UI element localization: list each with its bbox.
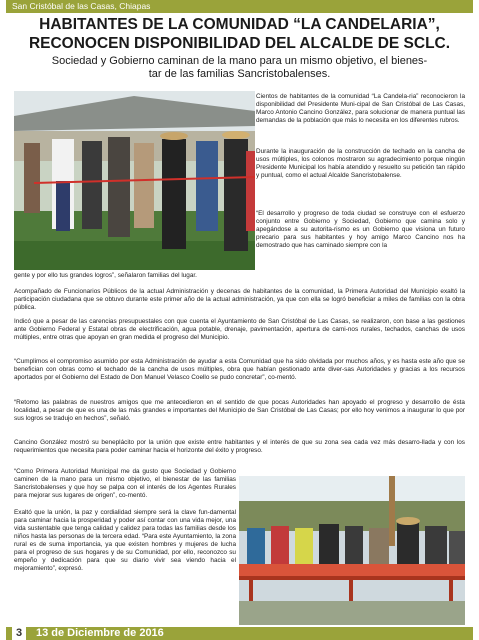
paragraph-2: Durante la inauguración de la construcción de techado en la cancha de usos múltiples, los colonos mostraron su agradecimiento porque ningún Presidente Municipal los había atendido y resuelto su petición tan rápido y puntual, como el actual Alcalde Sancristobalense. bbox=[256, 148, 465, 179]
issue-date: 13 de Diciembre de 2016 bbox=[36, 627, 164, 639]
paragraph-1: Cientos de habitantes de la comunidad “La Candela-ria” reconocieron la disponibilidad del Presidente Muni-cipal de San Cristóbal de Las Casas, Marco Antonio Cancino González, para solucionar de manera puntual las demandas de la población que más lo necesita en los diferentes rubros. bbox=[256, 93, 465, 124]
subtitle-line-1: Sociedad y Gobierno caminan de la mano para un mismo objetivo, el bienes- bbox=[51, 55, 428, 67]
page-number: 3 bbox=[12, 627, 26, 640]
paragraph-3b: gente y por ello tus grandes logros”, señalaron familias del lugar. bbox=[14, 272, 197, 279]
title-line-2: RECONOCEN DISPONIBILIDAD DEL ALCALDE DE SCLC. bbox=[28, 35, 451, 52]
paragraph-8: Cancino González mostró su beneplácito por la unión que existe entre habitantes y el interés de que su zona sea cada vez más desarro-llada y con los requerimientos que necesita para poder caminar hacia el horizonte del éxito y progreso. bbox=[14, 439, 465, 454]
article-subtitle bbox=[14, 55, 465, 81]
ribbon-cutting-photo bbox=[14, 91, 255, 270]
paragraph-10: Exaltó que la unión, la paz y cordialidad siempre será la clave fun-damental para caminar hacia la prosperidad y poder así contar con una vida mejor, una vida sustentable que tenga calidad y calidez para todas las familias desde los niños hasta las personas de la tercera edad. “Para este Ayuntamiento, la zona rural es de suma importancia, ya que existen hombres y mujeres de lucha para el progreso de sus hogares y de su Comunidad, por ello, reconozco su empeño y dedicación para que su diario vivir sea viendo hacia el mejoramiento”, expresó. bbox=[14, 509, 236, 572]
title-line-1: HABITANTES DE LA COMUNIDAD “LA CANDELARIA”, bbox=[39, 16, 440, 33]
paragraph-7: “Retomo las palabras de nuestros amigos que me antecedieron en el sentido de que pocas Autoridades han apoyado el progreso y desarrollo de ésta localidad, a pesar de que es una de las más grandes e importantes del Municipio de San Cristóbal de Las Casas; por ello hoy venimos a inaugurar lo que por sus logros se tradujo en hechos”, señaló. bbox=[14, 399, 465, 422]
paragraph-3a: “El desarrollo y progreso de toda ciudad se construye con el esfuerzo conjunto entre Gobierno y Sociedad, Gobierno que camina solo y apegándose a su autorita-rismo es un Gobierno que visiona un futuro precario para sus habitantes y hoy amigo Marco Cancino nos ha demostrado que has caminado siempre con la bbox=[256, 210, 465, 249]
article-title bbox=[6, 15, 473, 53]
paragraph-4: Acompañado de Funcionarios Públicos de la actual Administración y decenas de habitantes de la comunidad, la Primera Autoridad del Municipio exaltó la participación ciudadana que se obtuvo durante este primer año de la actual administración, ya que con ella se logró beneficiar a miles de familias con la obra pública. bbox=[14, 288, 465, 311]
location-header-bar bbox=[6, 0, 473, 13]
subtitle-line-2: tar de las familias Sancristobalenses. bbox=[148, 68, 331, 80]
paragraph-9: “Como Primera Autoridad Municipal me da gusto que Sociedad y Gobierno caminen de la mano para un mismo objetivo, el bienestar de las familias Sancristobalenses y que hoy se palpa con el interés de los Agentes Rurales para mejorar sus lugares de origen”, co-mentó. bbox=[14, 468, 236, 499]
location-label: San Cristóbal de las Casas, Chiapas bbox=[12, 1, 151, 11]
paragraph-6: “Cumplimos el compromiso asumido por esta Administración de ayudar a esta Comunidad que ha sido olvidada por muchos años, y es hasta este año que se benefician con obras como el techado de la cancha de usos múltiples, obra que habían gestionado ante diver-sas Autoridades y gracias a los recursos aportados por el Gobierno del Estado de Don Manuel Velasco Coello se pudo concretar”, co-mentó. bbox=[14, 358, 465, 381]
paragraph-5: Indicó que a pesar de las carencias presupuestales con que cuenta el Ayuntamiento de San Cristóbal de Las Casas, se realizaron, con base a las gestiones ante Gobierno Federal y Estatal obras de electrificación, agua potable, drenaje, pavimentación, apertura de cami-nos rurales, techados, canchas de usos múltiples, entre otras que apoyan en gran medida el progreso del Municipio. bbox=[14, 318, 465, 341]
officials-table-photo bbox=[239, 476, 465, 625]
